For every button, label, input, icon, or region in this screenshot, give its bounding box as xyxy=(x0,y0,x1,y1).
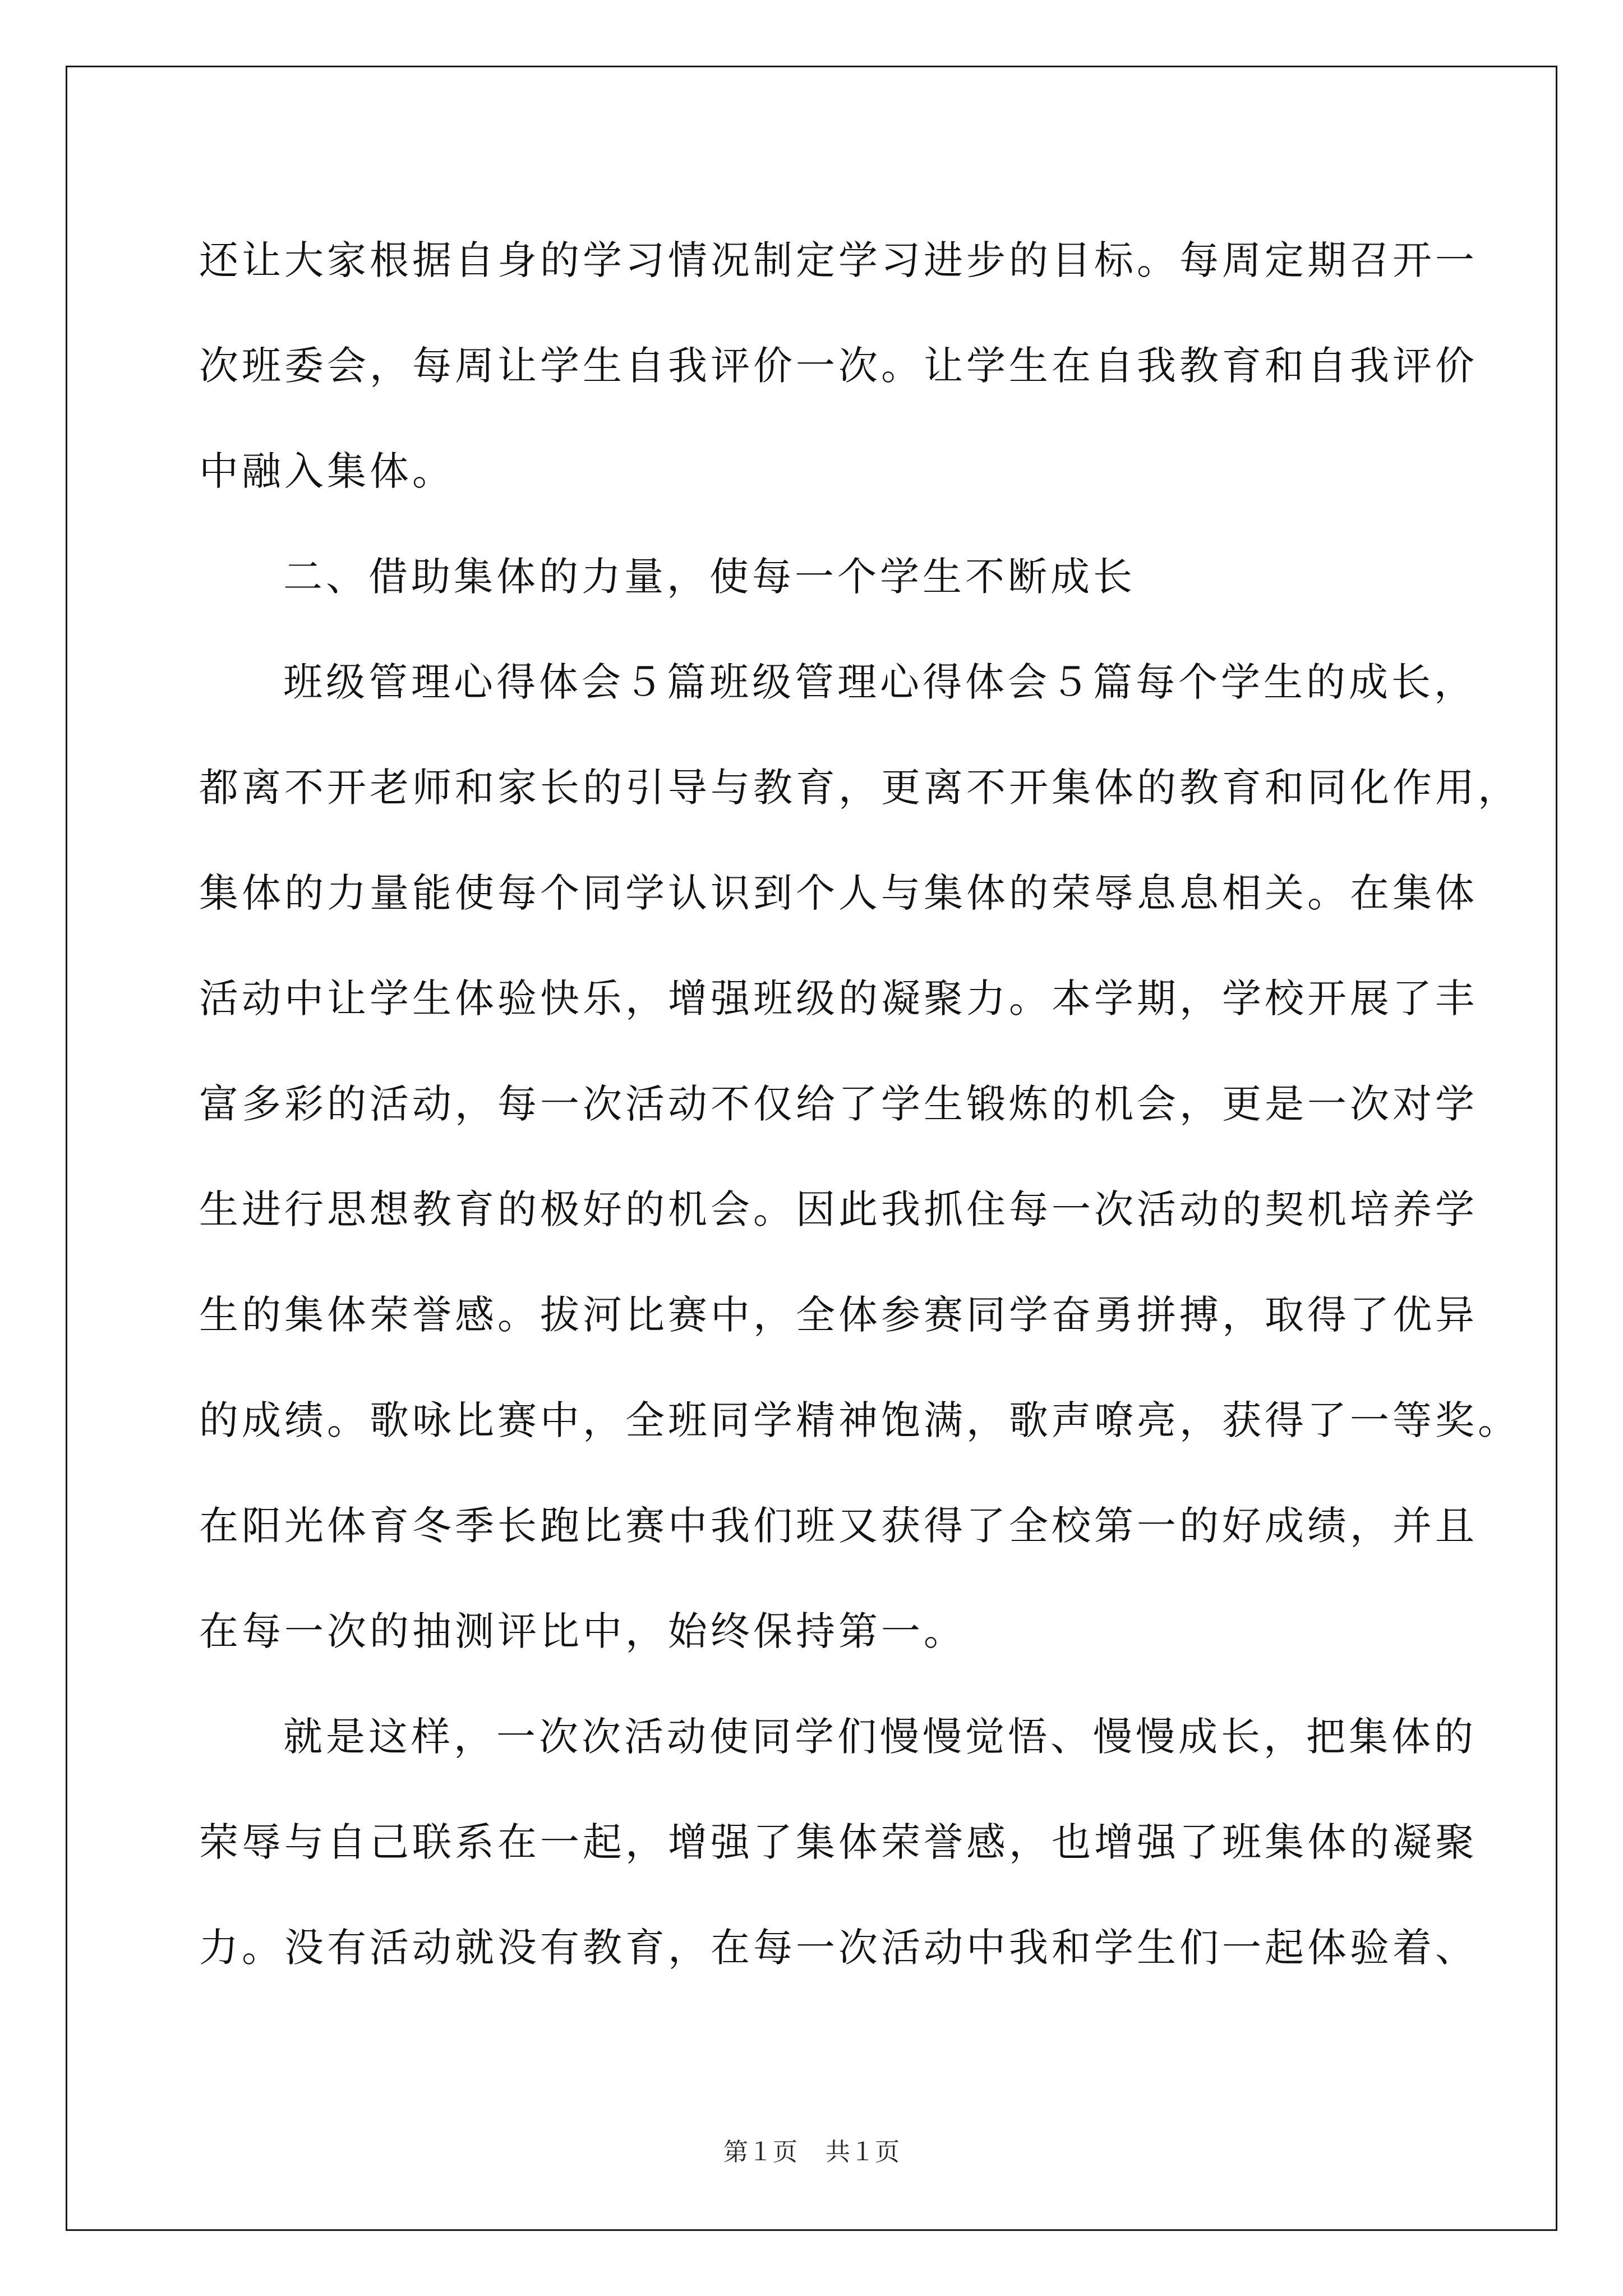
body-line: 在每一次的抽测评比中，始终保持第一。 xyxy=(199,1608,966,1654)
page-total: 共１页 xyxy=(826,2138,900,2166)
page-footer xyxy=(0,2132,1623,2168)
body-line: 还让大家根据自身的学习情况制定学习进步的目标。每周定期召开一 xyxy=(199,237,1478,283)
section-heading: 二、借助集体的力量，使每一个学生不断成长 xyxy=(283,554,1136,600)
body-line: 荣辱与自己联系在一起，增强了集体荣誉感，也增强了班集体的凝聚 xyxy=(199,1819,1478,1865)
page-number: 第１页 xyxy=(723,2138,797,2166)
body-line: 生的集体荣誉感。拔河比赛中，全体参赛同学奋勇拼搏，取得了优异 xyxy=(199,1292,1478,1338)
body-line: 的成绩。歌咏比赛中，全班同学精神饱满，歌声嘹亮，获得了一等奖。 xyxy=(199,1397,1520,1443)
body-line: 都离不开老师和家长的引导与教育，更离不开集体的教育和同化作用， xyxy=(199,765,1520,811)
document-body xyxy=(199,208,1520,2000)
body-line: 活动中让学生体验快乐，增强班级的凝聚力。本学期，学校开展了丰 xyxy=(199,976,1478,1022)
body-line: 集体的力量能使每个同学认识到个人与集体的荣辱息息相关。在集体 xyxy=(199,870,1478,916)
body-line: 力。没有活动就没有教育，在每一次活动中我和学生们一起体验着、 xyxy=(199,1925,1478,1971)
body-line: 班级管理心得体会５篇班级管理心得体会５篇每个学生的成长， xyxy=(283,659,1477,705)
body-line: 就是这样，一次次活动使同学们慢慢觉悟、慢慢成长，把集体的 xyxy=(283,1714,1477,1760)
body-line: 生进行思想教育的极好的机会。因此我抓住每一次活动的契机培养学 xyxy=(199,1186,1478,1232)
body-line: 次班委会，每周让学生自我评价一次。让学生在自我教育和自我评价 xyxy=(199,343,1478,389)
body-line: 在阳光体育冬季长跑比赛中我们班又获得了全校第一的好成绩，并且 xyxy=(199,1503,1478,1549)
body-line: 富多彩的活动，每一次活动不仅给了学生锻炼的机会，更是一次对学 xyxy=(199,1081,1478,1127)
body-line: 中融入集体。 xyxy=(199,448,455,494)
